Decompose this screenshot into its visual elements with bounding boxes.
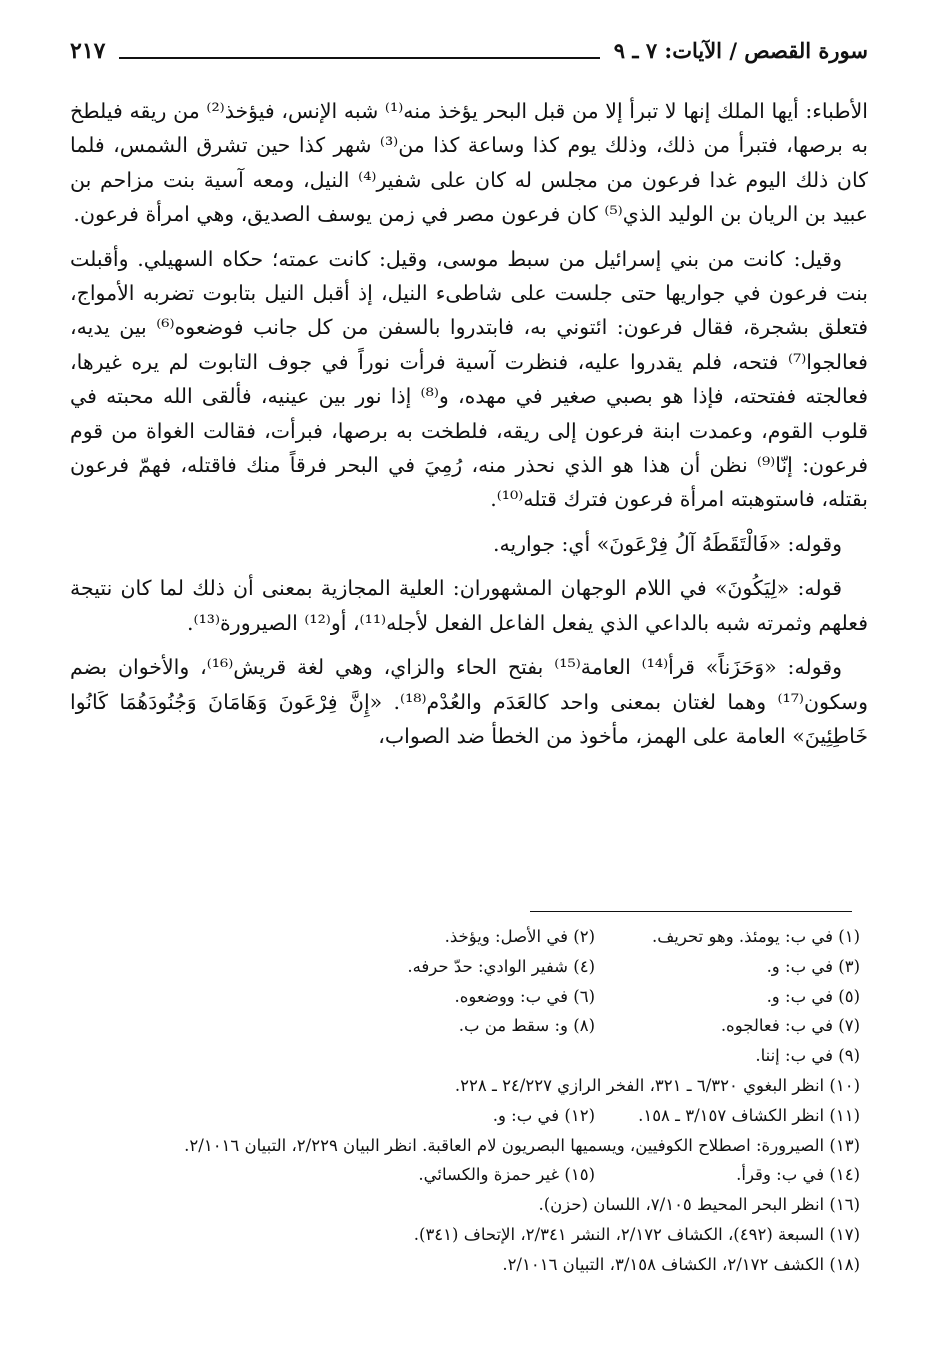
footnote: (١٢) في ب: و. (492, 1105, 595, 1125)
footnotes (70, 922, 860, 1280)
footnote: (٤) شفير الوادي: حدّ حرفه. (407, 956, 595, 976)
footnote: (٦) في ب: ووضعوه. (454, 986, 595, 1006)
footnote: (١٨) الكشف ٢/١٧٢، الكشاف ٣/١٥٨، التبيان ٢/١٠١٦. (502, 1254, 860, 1274)
footnote: (٩) في ب: إننا. (755, 1046, 860, 1066)
paragraph: وقوله: «فَالْتَقَطَهُ آلُ فِرْعَونَ» أي: جواريه. (492, 531, 842, 556)
header-rule (119, 57, 599, 59)
page-number: ٢١٧ (70, 38, 106, 64)
footnote: (١١) انظر الكشاف ٣/١٥٧ ـ ١٥٨. (638, 1105, 860, 1125)
footnote: (١) في ب: يومئذ. وهو تحريف. (651, 927, 860, 946)
footnote: (٨) و: سقط من ب. (458, 1016, 595, 1036)
paragraph: قوله: «لِيَكُونَ» في اللام الوجهان المشهوران: العلية المجازية بمعنى أن ذلك لما كان نتيجة فعلهم وثمرته شبه بالداعي الذي يفعل الفاعل الفعل لأجله⁽¹¹⁾، أو⁽¹²⁾ الصيرورة⁽¹³⁾. (70, 576, 868, 635)
paragraph: وقوله: «وَحَزَناً» قرأ⁽¹⁴⁾ العامة⁽¹⁵⁾ بفتح الحاء والزاي، وهي لغة قريش⁽¹⁶⁾، والأخوان بضم وسكون⁽¹⁷⁾ وهما لغتان بمعنى واحد كالعَدَم والعُدْم⁽¹⁸⁾. «إِنَّ فِرْعَونَ وَهَامَانَ وَجُنُودَهُمَا كَانُوا خَاطِئِينَ» العامة على الهمز، مأخوذ من الخطأ ضد الصواب، (70, 655, 868, 748)
footnote: (١٤) في ب: وقرأ. (736, 1165, 860, 1185)
footnote: (٥) في ب: و. (766, 986, 860, 1006)
footnote-separator (530, 911, 852, 912)
paragraph: الأطباء: أيها الملك إنها لا تبرأ إلا من قبل البحر يؤخذ منه⁽¹⁾ شبه الإنس، فيؤخذ⁽²⁾ من ريقه فيلطخ به برصها، فتبرأ من ذلك، وذلك يوم كذا وساعة كذا من⁽³⁾ شهر كذا حين تشرق الشمس، فلما كان ذلك اليوم غدا فرعون من مجلس له كان على شفير⁽⁴⁾ النيل، ومعه آسية بنت مزاحم بن عبيد بن الريان بن الوليد الذي⁽⁵⁾ كان فرعون مصر في زمن يوسف الصديق، وهي امرأة فرعون. (70, 99, 869, 227)
footnote: (١٥) غير حمزة والكسائي. (418, 1165, 595, 1185)
main-text (70, 94, 868, 763)
footnote: (٣) في ب: و. (766, 956, 860, 976)
paragraph: وقيل: كانت من بني إسرائيل من سبط موسى، وقيل: كانت عمته؛ حكاه السهيلي. وأقبلت بنت فرعون في جواريها حتى جلست على شاطىء النيل، إذ أقبل النيل بتابوت تضربه الأمواج، فتعلق بشجرة، فقال فرعون: ائتوني به، فابتدروا بالسفن من كل جانب فوضعوه⁽⁶⁾ بين يديه، فعالجوا⁽⁷⁾ فتحه، فلم يقدروا عليه، فنظرت آسية فرأت نوراً في جوف التابوت لم يره غيرها، فعالجته ففتحته، فإذا هو بصبي صغير في مهده، و⁽⁸⁾ إذا نور بين عينيه، فألقى الله محبته في قلوب القوم، وعمدت ابنة فرعون إلى ريقه، فلطخت به برصها، فبرأت، فقالت الغواة من قوم فرعون: إنّا⁽⁹⁾ نظن أن هذا هو الذي نحذر منه، رُمِيَ في البحر فرقاً منك فاقتله، فهمّ فرعون بقتله، فاستوهبته امرأة فرعون فترك قتله⁽¹⁰⁾. (70, 246, 869, 512)
footnote: (١٠) انظر البغوي ٦/٣٢٠ ـ ٣٢١، الفخر الرازي ٢٤/٢٢٧ ـ ٢٢٨. (454, 1075, 860, 1095)
footnote: (١٦) انظر البحر المحيط ٧/١٠٥، اللسان (حزن). (538, 1195, 860, 1215)
header-title: سورة القصص / الآيات: ٧ ـ ٩ (613, 38, 868, 63)
footnote: (٧) في ب: فعالجوه. (720, 1016, 860, 1036)
footnote: (٢) في الأصل: ويؤخذ. (444, 927, 595, 946)
running-header (70, 28, 868, 68)
footnote: (١٣) الصيرورة: اصطلاح الكوفيين، ويسميها البصريون لام العاقبة. انظر البيان ٢/٢٢٩، التبيان ٢/١٠١٦. (184, 1135, 860, 1155)
footnote: (١٧) السبعة (٤٩٢)، الكشاف ٢/١٧٢، النشر ٢/٣٤١، الإتحاف (٣٤١). (413, 1224, 860, 1244)
